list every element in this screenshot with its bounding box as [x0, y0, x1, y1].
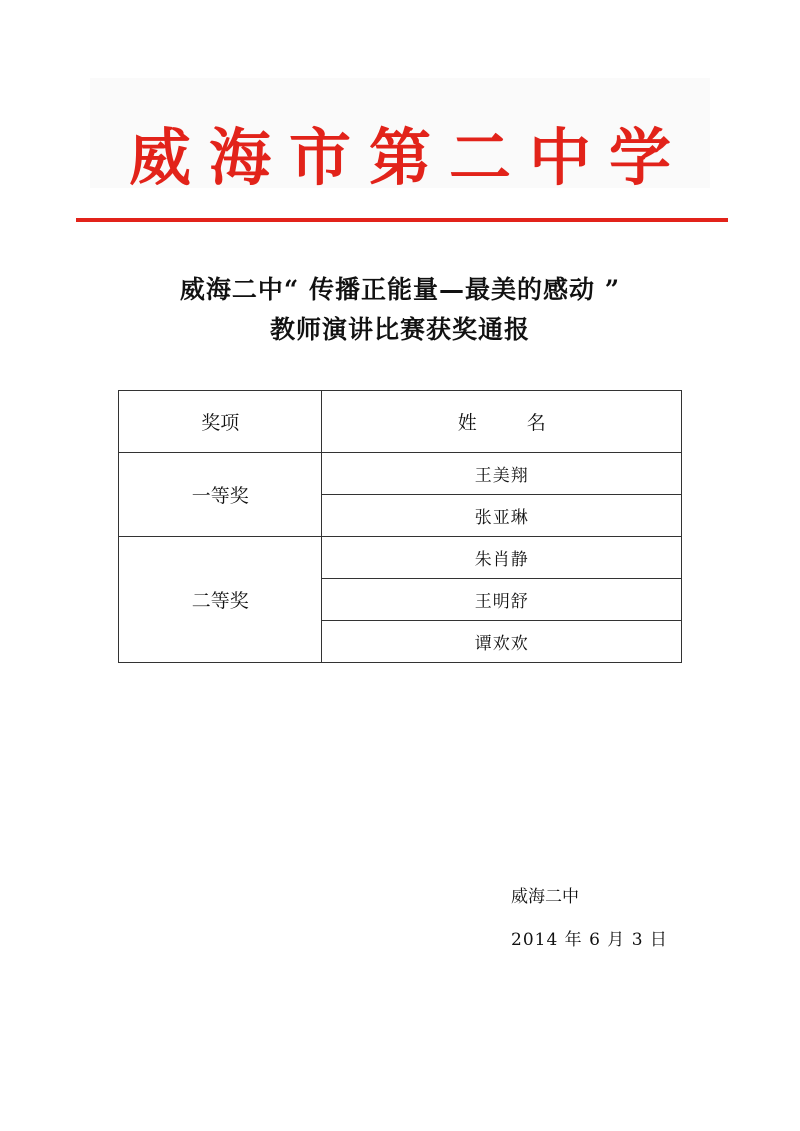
winner-name: 朱肖静	[322, 537, 682, 579]
table-row	[119, 537, 682, 579]
issuer-signature: 威海二中	[511, 887, 579, 907]
award-second-prize: 二等奖	[119, 537, 322, 663]
winner-name: 谭欢欢	[322, 621, 682, 663]
header-award: 奖项	[119, 391, 322, 453]
winner-name: 王明舒	[322, 579, 682, 621]
issue-date: 2014 年 6 月 3 日	[511, 930, 668, 950]
award-table	[118, 390, 682, 663]
table-row	[119, 453, 682, 495]
document-title-line2: 教师演讲比赛获奖通报	[269, 315, 530, 344]
winner-name: 张亚琳	[322, 495, 682, 537]
letterhead-title: 威海市第二中学	[128, 121, 689, 194]
table-header-row	[119, 391, 682, 453]
header-name: 姓 名	[322, 391, 682, 453]
award-first-prize: 一等奖	[119, 453, 322, 537]
document-title-line1: 威海二中“ 传播正能量—最美的感动 ”	[179, 275, 621, 304]
letterhead-red-rule	[76, 218, 728, 222]
winner-name: 王美翔	[322, 453, 682, 495]
